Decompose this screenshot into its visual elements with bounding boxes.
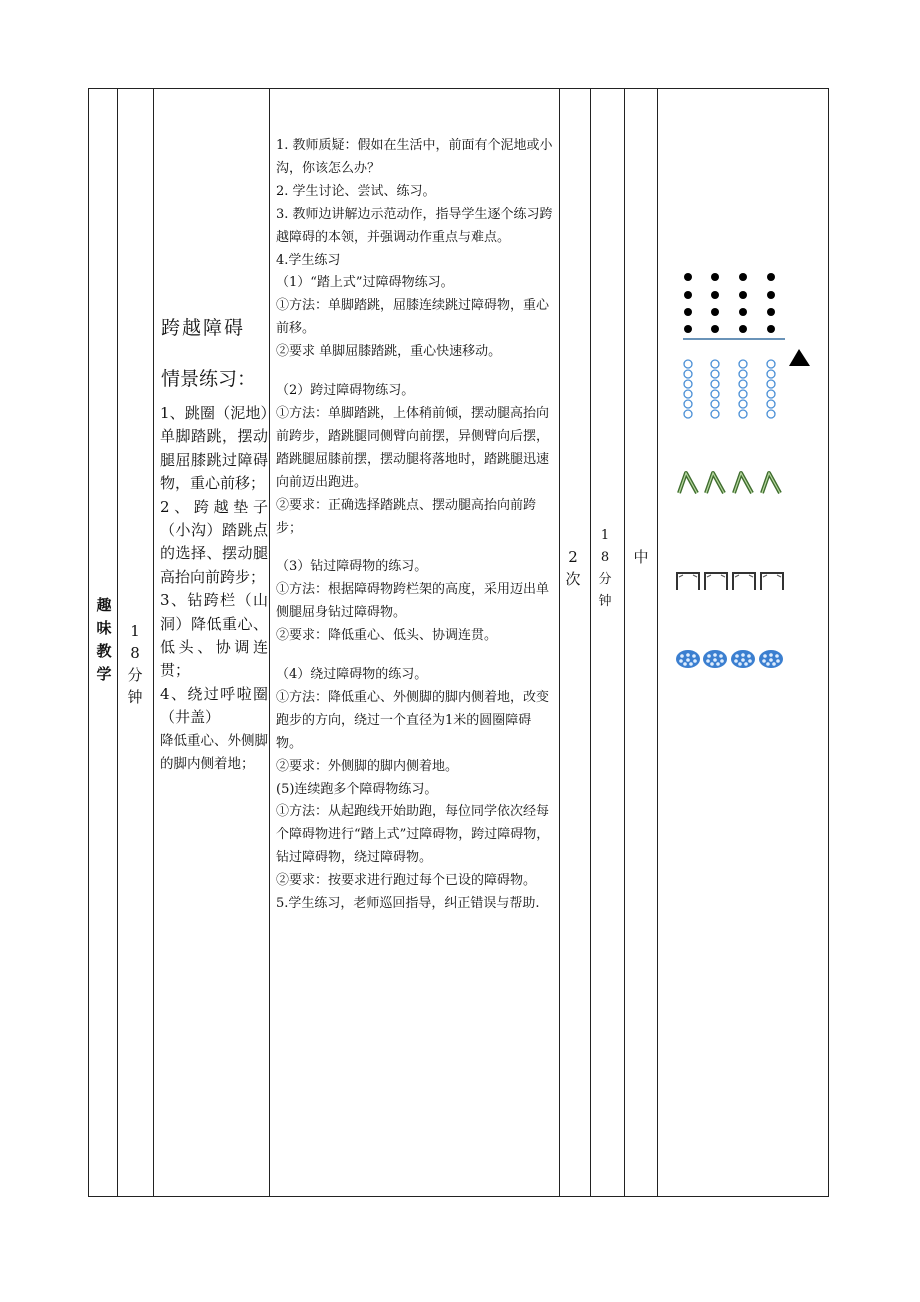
- hula-hoop-dot: [769, 653, 773, 657]
- hula-hoop-dot: [689, 662, 693, 666]
- teacher-triangle-icon: [789, 349, 810, 366]
- col-divider: [624, 89, 625, 1196]
- procedure-gap: [276, 648, 554, 664]
- procedure-line: ①方法：从起跑线开始助跑，每位同学依次经每个障碍物进行“踏上式”过障碍物，跨过障碍物，钻过障碍物，绕过障碍物。: [276, 804, 550, 866]
- hula-hoop-dot: [710, 662, 714, 666]
- hula-hoop-dot: [713, 653, 717, 657]
- hula-hoop-dot: [744, 662, 748, 666]
- hula-hoop-dot: [772, 662, 776, 666]
- content-subtitle: 情景练习：: [161, 368, 257, 390]
- hoop-circle: [767, 360, 775, 368]
- hoop-circle: [711, 390, 719, 398]
- procedure-cell: [269, 89, 559, 1196]
- hoop-circle: [684, 400, 692, 408]
- time2-text: 18分钟: [598, 528, 612, 609]
- hula-hoop-dot: [762, 659, 766, 663]
- student-dot: [711, 273, 719, 281]
- arch-hurdle: [705, 573, 727, 590]
- hula-hoop-dot: [738, 662, 742, 666]
- hula-hoop-dot: [735, 654, 739, 658]
- hula-hoop-dot: [706, 659, 710, 663]
- student-dot: [767, 273, 775, 281]
- hula-hoop-dot: [680, 654, 684, 658]
- hoop-circle: [739, 360, 747, 368]
- hula-hoop-dot: [766, 662, 770, 666]
- arch-hurdle: [733, 573, 755, 590]
- hoop-circle: [767, 380, 775, 388]
- student-dot: [684, 291, 692, 299]
- procedure-line: （2）跨过障碍物练习。: [276, 383, 415, 399]
- student-dot: [711, 291, 719, 299]
- hula-hoop-dot: [683, 662, 687, 666]
- hula-hoop-dot: [686, 653, 690, 657]
- hula-hoop-dot: [713, 658, 717, 662]
- procedure-line: ②要求：外侧脚的脚内侧着地。: [276, 758, 459, 774]
- student-formation-icon: [684, 273, 775, 333]
- procedure-line: 2. 学生讨论、尝试、练习。: [276, 183, 436, 199]
- student-dot: [684, 325, 692, 333]
- duration-text: 18分钟: [127, 622, 143, 706]
- procedure-line: ②要求：正确选择踏跳点、摆动腿高抬向前跨步；: [276, 497, 537, 536]
- hoop-circle: [739, 380, 747, 388]
- hoop-circle: [767, 370, 775, 378]
- hula-hoop-dot: [741, 658, 745, 662]
- procedure-line: 1. 教师质疑：假如在生活中，前面有个泥地或小沟，你该怎么办？: [276, 138, 553, 176]
- hoop-circle: [739, 390, 747, 398]
- student-dot: [711, 308, 719, 316]
- procedure-line: ①方法：单脚踏跳，屈膝连续跳过障碍物，重心前移。: [276, 298, 550, 337]
- section-text: 趣味教学: [96, 596, 112, 683]
- hula-hoop-dot: [693, 659, 697, 663]
- procedure-line: ①方法：单脚踏跳，上体稍前倾，摆动腿高抬向前跨步，踏跳腿同侧臂向前摆，异侧臂向后摆，踏跳腿屈膝前摆，摆动腿将落地时，踏跳腿迅速向前迈出跑进。: [276, 405, 550, 490]
- arch-hurdle-detail: [763, 575, 781, 577]
- procedure-line: 3. 教师边讲解边示范动作，指导学生逐个练习跨越障碍的本领，并强调动作重点与难点。: [276, 206, 553, 245]
- times-text: 2次: [565, 548, 581, 588]
- student-dot: [767, 325, 775, 333]
- content-cell: [153, 89, 269, 1196]
- hula-hoop-dot: [775, 654, 779, 658]
- student-dot: [711, 325, 719, 333]
- time2-cell: [597, 525, 615, 613]
- arch-hurdle-detail: [735, 575, 753, 577]
- procedure-line: ②要求：降低重心、低头、协调连贯。: [276, 628, 498, 644]
- hula-hoop-dot: [763, 654, 767, 658]
- diagram-cell: [657, 89, 829, 1196]
- procedure-line: 4.学生练习: [276, 252, 341, 268]
- procedure-line: (5)连续跑多个障碍物练习。: [276, 781, 438, 797]
- hula-hoop-dot: [692, 654, 696, 658]
- hula-hoop-dot: [748, 659, 752, 663]
- hula-hoop-dot: [741, 653, 745, 657]
- hula-hoop-icon: [676, 650, 783, 668]
- content-item: 3、钻跨栏（山洞）降低重心、低头、协调连贯；: [160, 591, 268, 680]
- hoop-circle: [684, 410, 692, 418]
- duration-cell: [126, 620, 144, 708]
- content-item: 4、绕过呼啦圈（井盖）: [160, 684, 268, 727]
- col-divider: [559, 89, 560, 1196]
- hula-hoop-dot: [716, 662, 720, 666]
- hula-hoop-dot: [747, 654, 751, 658]
- student-dot: [739, 308, 747, 316]
- procedure-line: ②要求：按要求进行跑过每个已设的障碍物。: [276, 873, 537, 889]
- content-item: 降低重心、外侧脚的脚内侧着地；: [160, 732, 268, 772]
- col-divider: [117, 89, 118, 1196]
- content-title: 跨越障碍: [161, 317, 246, 339]
- intensity-text: 中: [633, 548, 649, 566]
- lesson-table: [88, 88, 829, 1197]
- arch-hurdle-detail: [707, 575, 725, 577]
- content-item: 2、跨越垫子（小沟）踏跳点的选择、摆动腿高抬向前跨步；: [160, 497, 268, 586]
- hoop-circle: [739, 400, 747, 408]
- mat-hurdles-icon: [679, 473, 780, 493]
- hoop-circle: [711, 400, 719, 408]
- diagram-svg: [657, 89, 829, 709]
- hula-hoop-dot: [707, 654, 711, 658]
- intensity-cell: [632, 546, 650, 569]
- arch-hurdle: [677, 573, 699, 590]
- hoop-circle: [739, 370, 747, 378]
- hula-hoop-dot: [734, 659, 738, 663]
- hoop-circle: [711, 410, 719, 418]
- procedure-gap: [276, 364, 554, 380]
- hoop-circle: [711, 370, 719, 378]
- hula-hoop-dot: [720, 659, 724, 663]
- hoop-circle: [684, 390, 692, 398]
- times-cell: [565, 546, 583, 590]
- hula-hoop-dot: [679, 659, 683, 663]
- hula-hoop-dot: [769, 658, 773, 662]
- arch-hurdles-icon: [677, 573, 783, 590]
- student-dot: [739, 325, 747, 333]
- procedure-line: （1）“踏上式”过障碍物练习。: [276, 275, 454, 291]
- student-dot: [767, 308, 775, 316]
- arch-hurdle: [761, 573, 783, 590]
- procedure-line: ②要求 单脚屈膝踏跳，重心快速移动。: [276, 344, 502, 360]
- hoop-circle: [767, 390, 775, 398]
- hoop-circle: [739, 410, 747, 418]
- hoop-circle: [767, 400, 775, 408]
- arch-hurdle-detail: [679, 575, 697, 577]
- procedure-list: [276, 135, 554, 916]
- student-dot: [739, 273, 747, 281]
- hula-hoop-dot: [776, 659, 780, 663]
- hoop-rows-icon: [684, 360, 775, 418]
- content-item: 1、跳圈（泥地）单脚踏跳，摆动腿屈膝跳过障碍物，重心前移；: [160, 404, 268, 493]
- procedure-line: 5.学生练习，老师巡回指导，纠正错误与帮助.: [276, 896, 540, 912]
- hoop-circle: [684, 360, 692, 368]
- hula-hoop-dot: [719, 654, 723, 658]
- hoop-circle: [767, 410, 775, 418]
- hoop-circle: [684, 380, 692, 388]
- procedure-line: ①方法：降低重心、外侧脚的脚内侧着地，改变跑步的方向，绕过一个直径为1米的圆圈障碍物。: [276, 689, 550, 751]
- student-dot: [684, 308, 692, 316]
- student-dot: [739, 291, 747, 299]
- section-label: [94, 594, 114, 686]
- hoop-circle: [711, 360, 719, 368]
- procedure-gap: [276, 540, 554, 556]
- procedure-line: ①方法：根据障碍物跨栏架的高度，采用迈出单侧腿屈身钻过障碍物。: [276, 582, 550, 621]
- student-dot: [684, 273, 692, 281]
- hula-hoop-dot: [686, 658, 690, 662]
- procedure-line: （3）钻过障碍物的练习。: [276, 559, 428, 575]
- procedure-line: （4）绕过障碍物的练习。: [276, 667, 428, 683]
- student-dot: [767, 291, 775, 299]
- col-divider: [590, 89, 591, 1196]
- content-items: [160, 402, 268, 776]
- hoop-circle: [684, 370, 692, 378]
- hoop-circle: [711, 380, 719, 388]
